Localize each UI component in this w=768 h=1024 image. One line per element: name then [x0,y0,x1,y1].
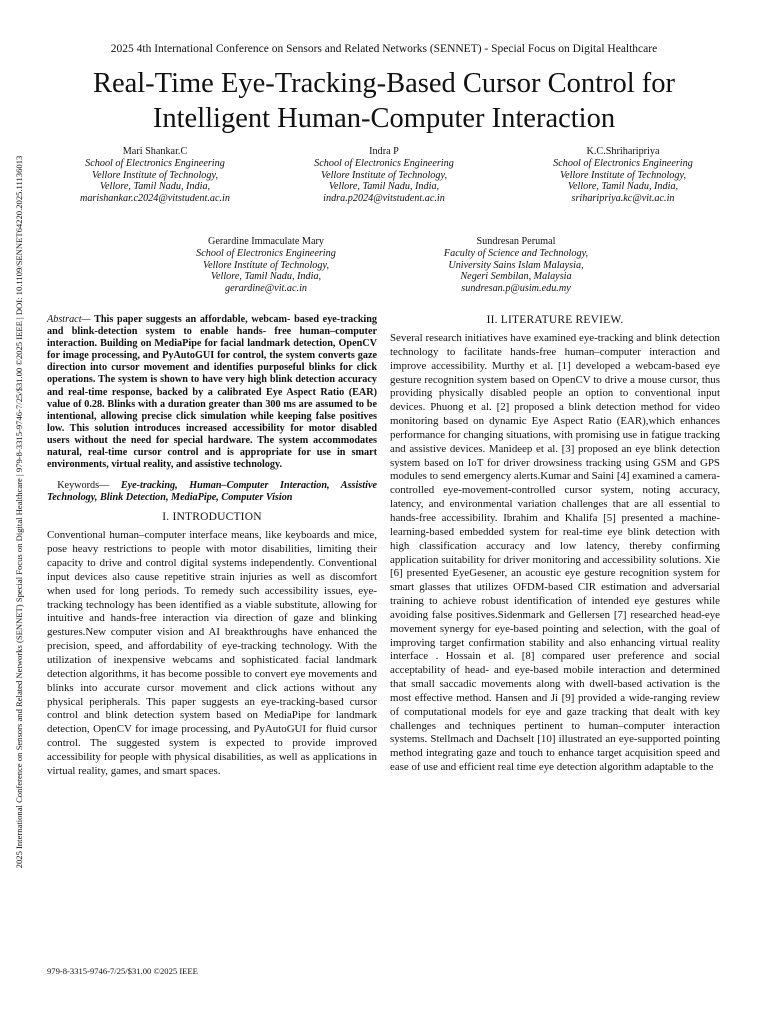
author-affiliation: School of Electronics Engineering [196,247,336,259]
keywords-text: Eye-tracking, Human–Computer Interaction, Assistive Technology, Blink Detection, MediaPipe, Computer Vision [47,480,377,504]
abstract-text: This paper suggests an affordable, webcam- based eye-tracking and blink-detection system to enable hands- free human–computer interaction. Building on MediaPipe for facial landmark detection, OpenCV for image processing, and PyAutoGUI for control, the system converts gaze direction into cursor movement and identifies purposeful blinks for click operations. The system is shown to have very high blink detection accuracy and real-time response, backed by a calibrated Eye Aspect Ratio (EAR) value of 0.28. Blinks with a duration greater than 300 ms are assumed to be intentional, allowing precise click simulation while keeping false positives low. This solution introduces increased accessibility for motor disabled users without the need for special hardware. The system accommodates natural, real-time cursor control and is appropriate for use in smart environments, virtual reality, and assistive technology. [47,314,377,471]
author-name: K.C.Shriharipriya [586,146,660,157]
right-column [390,314,720,775]
title-line-1: Real-Time Eye-Tracking-Based Cursor Control for [92,68,676,99]
sidebar-citation-text: 2025 International Conference on Sensors and Related Networks (SENNET) Special Focus on Digital Healthcare | 979-8-3315-9746-7/25/$31.00 ©2025 IEEE | DOI: 10.1109/SENNET64220.2025.11136013 [14,155,24,869]
introduction-text: Conventional human–computer interface means, like keyboards and mice, pose heavy restrictions to people with motor disabilities, limiting their capacity to drive and control digital systems independently. Conventional input devices also cause repetitive strain injuries as well as discomfort when used for long periods. To remedy such accessibility issues, eye-tracking technology has been identified as a viable substitute, allowing for intuitive and hands-free interaction via direction of gaze and blinking gestures.New computer vision and AI breakthroughs have enhanced the precision, speed, and affordability of eye-tracking technology. With the utilization of inexpensive webcams and sophisticated facial landmark detection algorithms, it has become possible to convert eye movements and blinks into accurate cursor movement and click actions without any physical peripherals. This paper suggests an eye-tracking-based cursor control and blink detection system based on MediaPipe for landmark detection, OpenCV for image processing, and PyAutoGUI for fluid cursor control. The suggested system is expected to provide improved accessibility for people with physical disabilities, as well as applications in virtual reality, games, and smart spaces. [47,529,377,777]
author-name: Mari Shankar.C [122,146,188,157]
author-block-3 [503,146,743,205]
author-name: Gerardine Immaculate Mary [208,236,324,247]
author-affiliation: Vellore Institute of Technology, [320,169,447,181]
left-column [47,314,377,779]
author-affiliation: Faculty of Science and Technology, [443,247,589,259]
author-email: gerardine@vit.ac.in [225,283,307,295]
author-block-1 [35,146,275,205]
section-heading-introduction: I. INTRODUCTION [162,511,262,524]
keywords-lead: Keywords— [57,480,121,492]
author-affiliation: Negeri Sembilan, Malaysia [460,271,572,283]
author-name: Sundresan Perumal [476,236,556,247]
conference-header: 2025 4th International Conference on Sensors and Related Networks (SENNET) - Special Focus on Digital Healthcare [110,43,658,55]
author-affiliation: University Sains Islam Malaysia, [448,259,584,271]
abstract [47,314,377,471]
author-affiliation: Vellore Institute of Technology, [559,169,686,181]
author-affiliation: Vellore, Tamil Nadu, India, [567,181,679,193]
author-block-4 [146,236,386,295]
author-affiliation: Vellore, Tamil Nadu, India, [328,181,440,193]
title-line-2: Intelligent Human-Computer Interaction [152,103,616,134]
section-heading-literature-review: II. LITERATURE REVIEW. [486,314,624,326]
abstract-lead: Abstract— [47,314,91,325]
footer-copyright: 979-8-3315-9746-7/25/$31.00 ©2025 IEEE [47,966,198,976]
author-affiliation: Vellore Institute of Technology, [202,259,329,271]
author-affiliation: Vellore Institute of Technology, [91,169,218,181]
author-name: Indra P [369,146,399,157]
author-affiliation: Vellore, Tamil Nadu, India, [99,181,211,193]
author-affiliation: Vellore, Tamil Nadu, India, [210,271,322,283]
author-affiliation: School of Electronics Engineering [85,157,225,169]
paper-title [30,66,738,136]
author-email: sundresan.p@usim.edu.my [461,283,571,295]
author-affiliation: School of Electronics Engineering [553,157,693,169]
author-email: sriharipriya.kc@vit.ac.in [571,193,675,205]
keywords [47,480,377,504]
literature-review-text: Several research initiatives have examined eye-tracking and blink detection technology to facilitate hands-free human–computer interaction and improve accessibility. Murthy et al. [1] developed a webcam-based eye gesture recognition system based on OpenCV to drive a mouse cursor, thus providing physically disabled people an option to conventional input devices. Phuong et al. [2] proposed a blink detection method for video monitoring based on dynamic Eye Aspect Ratio (EAR),which enhances performance for changing situations, with promising use in fatigue tracking and assistive devices. Manideep et al. [3] proposed an eye blink detection system based on IoT for driver drowsiness tracking using GSM and GPS modules to send emergency alerts.Kumar and Saini [4] examined a camera- controlled eye-movement-controlled cursor system, noting accuracy, latency, and environmental variation challenges that are all essential to hands-free accessibility. Ibrahim and Khalifa [5] presented a machine-learning-based embedded system for real-time eye blink detection with high classification accuracy and low latency, thereby confirming application suitability for driver monitoring and accessibility solutions. Xie [6] presented EyeGesener, an acoustic eye gesture recognition system for smart glasses that utilizes OFDM-based CIR estimation and adversarial training to achieve robust identification of intended eye gestures while avoiding false positives.Sidenmark and Gellersen [7] researched head-eye movement synergy for eye-based pointing and selection, with the goal of improving target confirmation stability and also enhancing virtual reality interface . Hossain et al. [8] compared user preference and social acceptability of head- and eye-based mobile interaction and determined that small saccadic movements along with dwell-based activation is the most effective method. Hansen and Ji [9] provided a wide-ranging review of computational models for eye and gaze tracking that dealt with key challenges and techniques pertinent to human–computer interaction systems. Stellmach and Dachselt [10] illustrated an eye-supported pointing method integrating gaze and touch to enhance target acquisition speed and ease of use and efficient real time eye detection algorithm adaptable to the [390,332,720,774]
author-email: marishankar.c2024@vitstudent.ac.in [79,193,230,205]
author-block-5 [396,236,636,295]
sidebar-citation [11,106,27,918]
author-email: indra.p2024@vitstudent.ac.in [323,193,445,205]
author-affiliation: School of Electronics Engineering [314,157,454,169]
author-block-2 [264,146,504,205]
